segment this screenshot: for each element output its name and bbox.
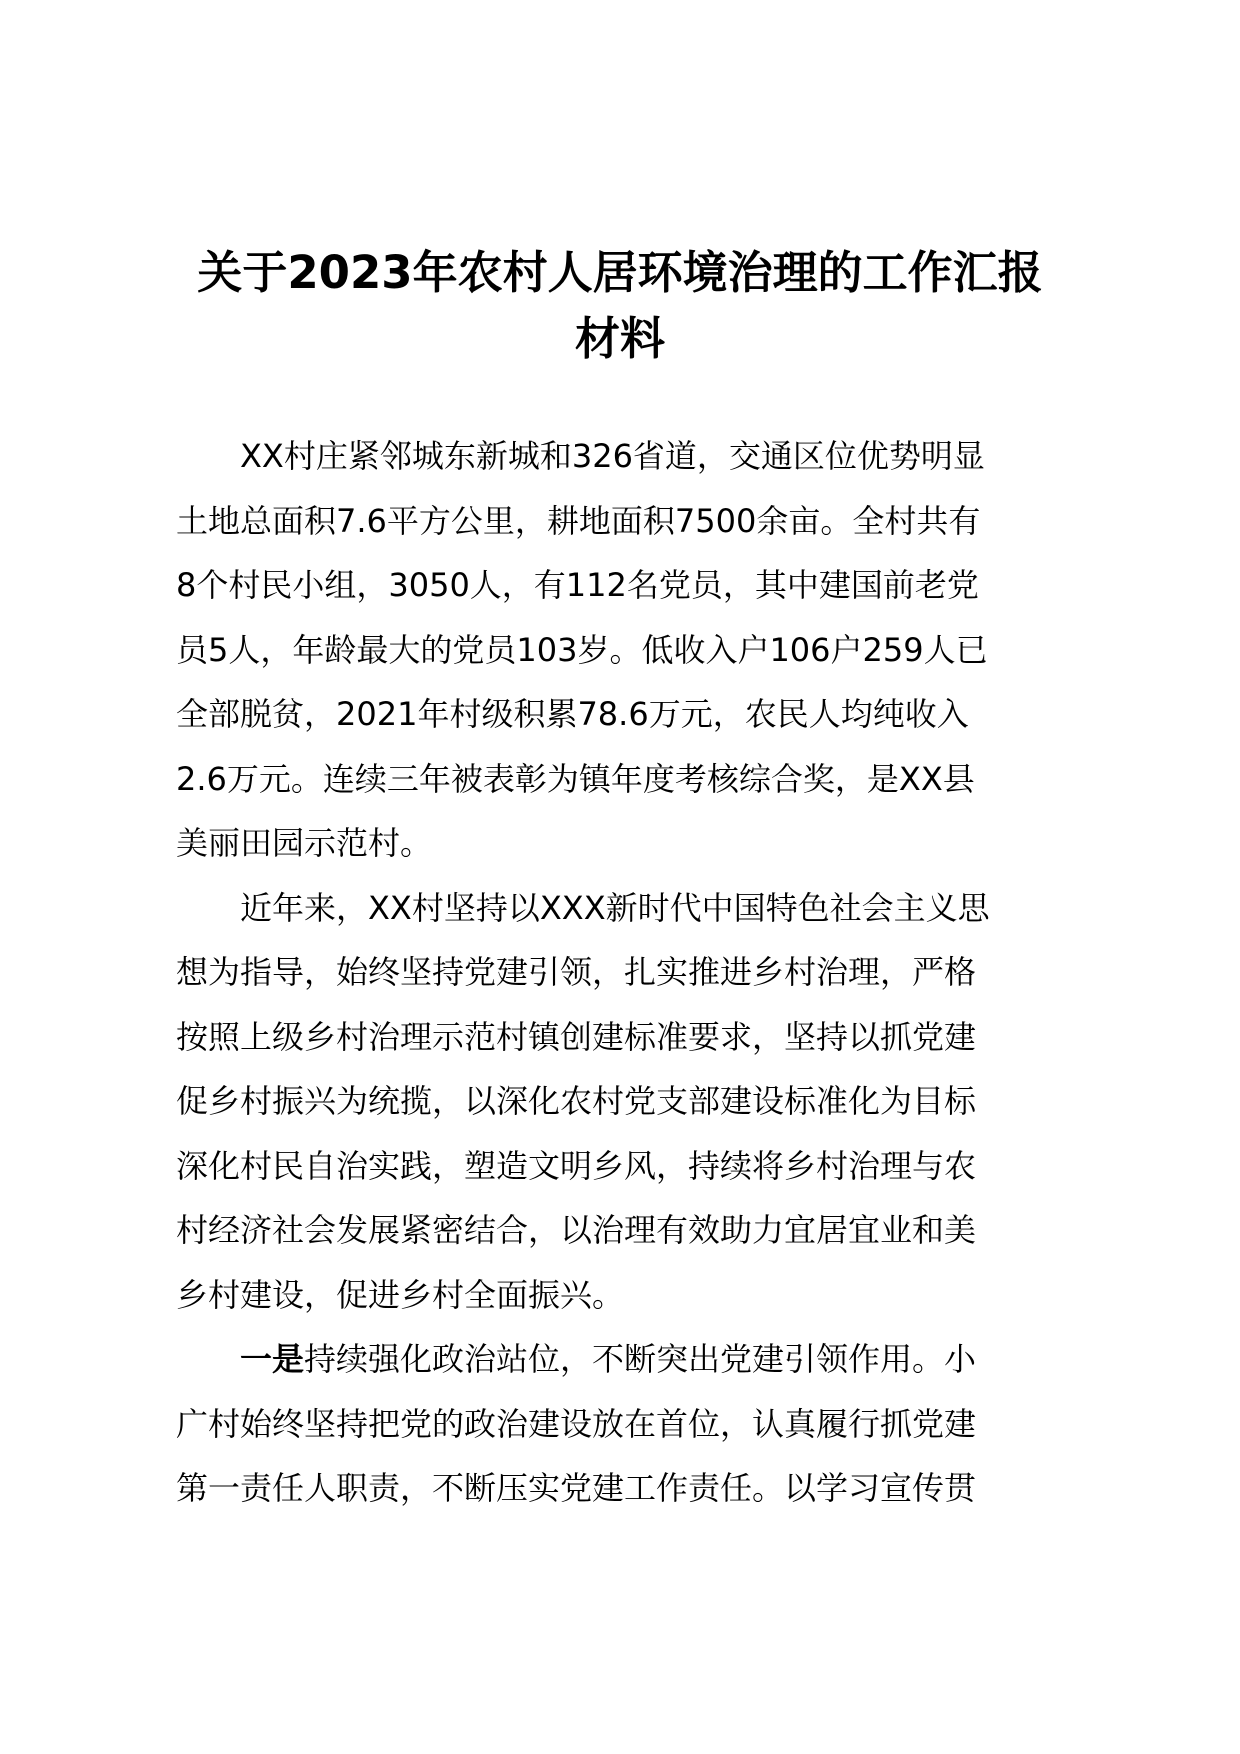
paragraph-recent-years [176, 876, 1088, 1328]
text-line: XX村庄紧邻城东新城和326省道，交通区位优势明显 [240, 437, 985, 475]
text-line [176, 1327, 1088, 1392]
text-line: 乡村建设，促进乡村全面振兴。 [176, 1275, 625, 1314]
text-line: 深化村民自治实践，塑造文明乡风，持续将乡村治理与农 [176, 1146, 977, 1185]
title-line-1: 关于2023年农村人居环境治理的工作汇报 [197, 246, 1043, 299]
text-line: 2.6万元。连续三年被表彰为镇年度考核综合奖，是XX县 [176, 759, 975, 798]
lead-label: 一是 [240, 1340, 305, 1378]
text-line: 想为指导，始终坚持党建引领，扎实推进乡村治理，严格 [176, 953, 977, 991]
document-body [176, 424, 1088, 1521]
text-line: 促乡村振兴为统揽，以深化农村党支部建设标准化为目标 [176, 1082, 977, 1120]
text-line: 员5人，年龄最大的党员103岁。低收入户106户259人已 [176, 630, 988, 669]
text-line: 广村始终坚持把党的政治建设放在首位，认真履行抓党建 [176, 1404, 977, 1443]
text-line: 按照上级乡村治理示范村镇创建标准要求，坚持以抓党建 [176, 1017, 977, 1056]
paragraph-point-one [176, 1327, 1088, 1521]
document-title [160, 240, 1080, 372]
paragraph-village-overview [176, 424, 1088, 876]
text-line: 第一责任人职责，不断压实党建工作责任。以学习宣传贯 [176, 1469, 977, 1507]
lead-line-text: 持续强化政治站位，不断突出党建引领作用。小 [304, 1340, 977, 1378]
text-line: 全部脱贫，2021年村级积累78.6万元，农民人均纯收入 [176, 695, 969, 733]
text-line: 村经济社会发展紧密结合，以治理有效助力宜居宜业和美 [176, 1211, 977, 1249]
text-line: 8个村民小组，3050人，有112名党员，其中建国前老党 [176, 566, 979, 604]
title-line-2: 材料 [574, 312, 665, 365]
text-line: 近年来，XX村坚持以XXX新时代中国特色社会主义思 [240, 888, 990, 927]
text-line: 土地总面积7.6平方公里，耕地面积7500余亩。全村共有 [176, 501, 981, 540]
text-line: 美丽田园示范村。 [176, 824, 433, 862]
